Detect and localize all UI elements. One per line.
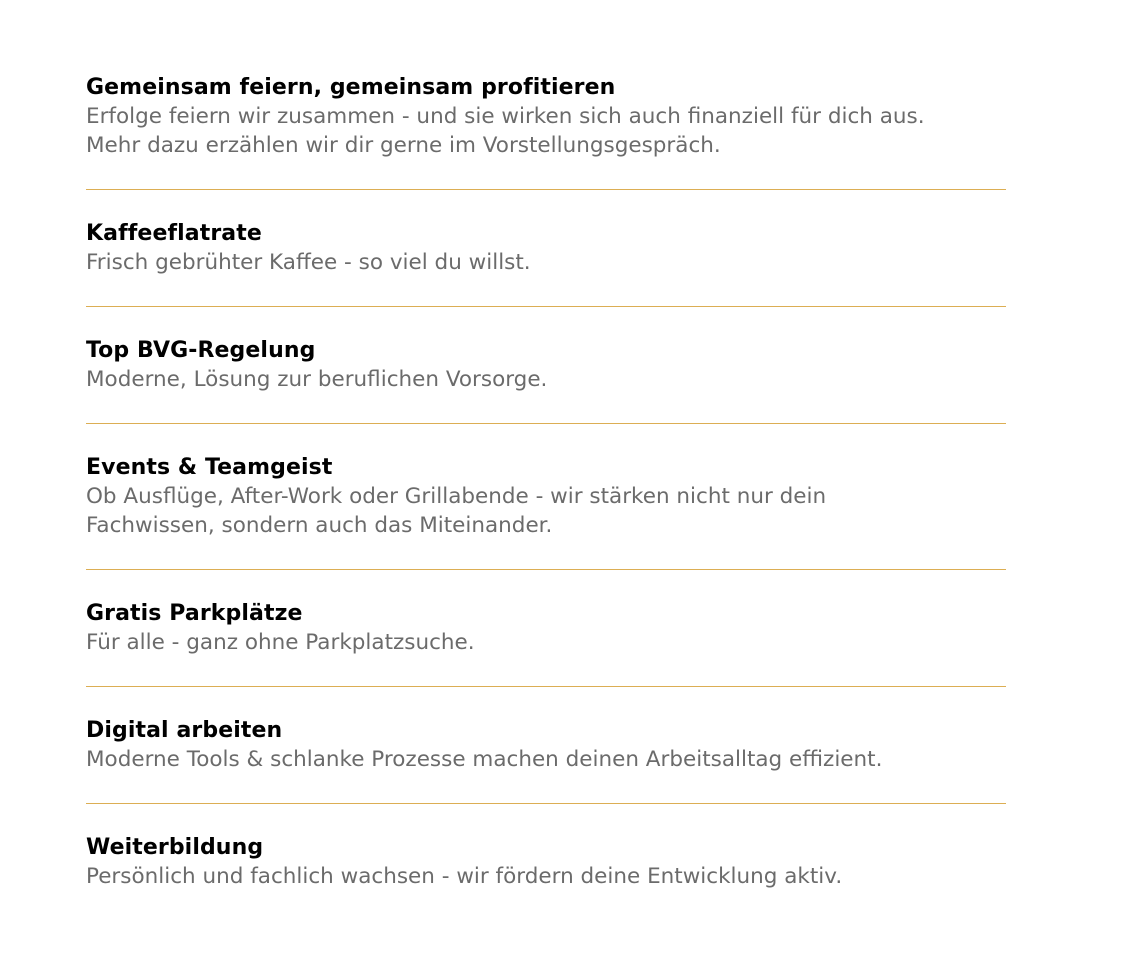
- benefit-item-training: [86, 833, 1006, 891]
- benefit-description-line: Ob Ausflüge, After-Work oder Grillabende - wir stärken nicht nur dein: [86, 484, 827, 509]
- benefit-description-line: Für alle - ganz ohne Parkplatzsuche.: [86, 630, 475, 655]
- benefit-item-bvg: [86, 336, 1006, 424]
- benefit-title: Weiterbildung: [86, 835, 264, 860]
- benefit-title: Gratis Parkplätze: [86, 601, 303, 626]
- benefit-title: Top BVG-Regelung: [86, 338, 316, 363]
- benefit-description-line: Moderne Tools & schlanke Prozesse machen deinen Arbeitsalltag effizient.: [86, 747, 883, 772]
- benefit-description-line: Moderne, Lösung zur beruflichen Vorsorge.: [86, 367, 548, 392]
- benefit-description-line: Fachwissen, sondern auch das Miteinander.: [86, 513, 553, 538]
- benefit-item-coffee: [86, 219, 1006, 307]
- benefit-title: Digital arbeiten: [86, 718, 283, 743]
- benefit-item-celebrate: [86, 73, 1006, 190]
- benefit-description-line: Mehr dazu erzählen wir dir gerne im Vorstellungsgespräch.: [86, 133, 721, 158]
- benefit-title: Kaffeeflatrate: [86, 221, 262, 246]
- benefit-description-line: Persönlich und fachlich wachsen - wir fördern deine Entwicklung aktiv.: [86, 864, 843, 889]
- benefit-title: Events & Teamgeist: [86, 455, 333, 480]
- benefit-item-events: [86, 453, 1006, 570]
- benefit-description-line: Erfolge feiern wir zusammen - und sie wirken sich auch finanziell für dich aus.: [86, 104, 925, 129]
- benefit-item-digital: [86, 716, 1006, 804]
- benefits-list: [86, 73, 1006, 891]
- benefit-item-parking: [86, 599, 1006, 687]
- benefit-description-line: Frisch gebrühter Kaffee - so viel du willst.: [86, 250, 531, 275]
- benefit-title: Gemeinsam feiern, gemeinsam profitieren: [86, 75, 616, 100]
